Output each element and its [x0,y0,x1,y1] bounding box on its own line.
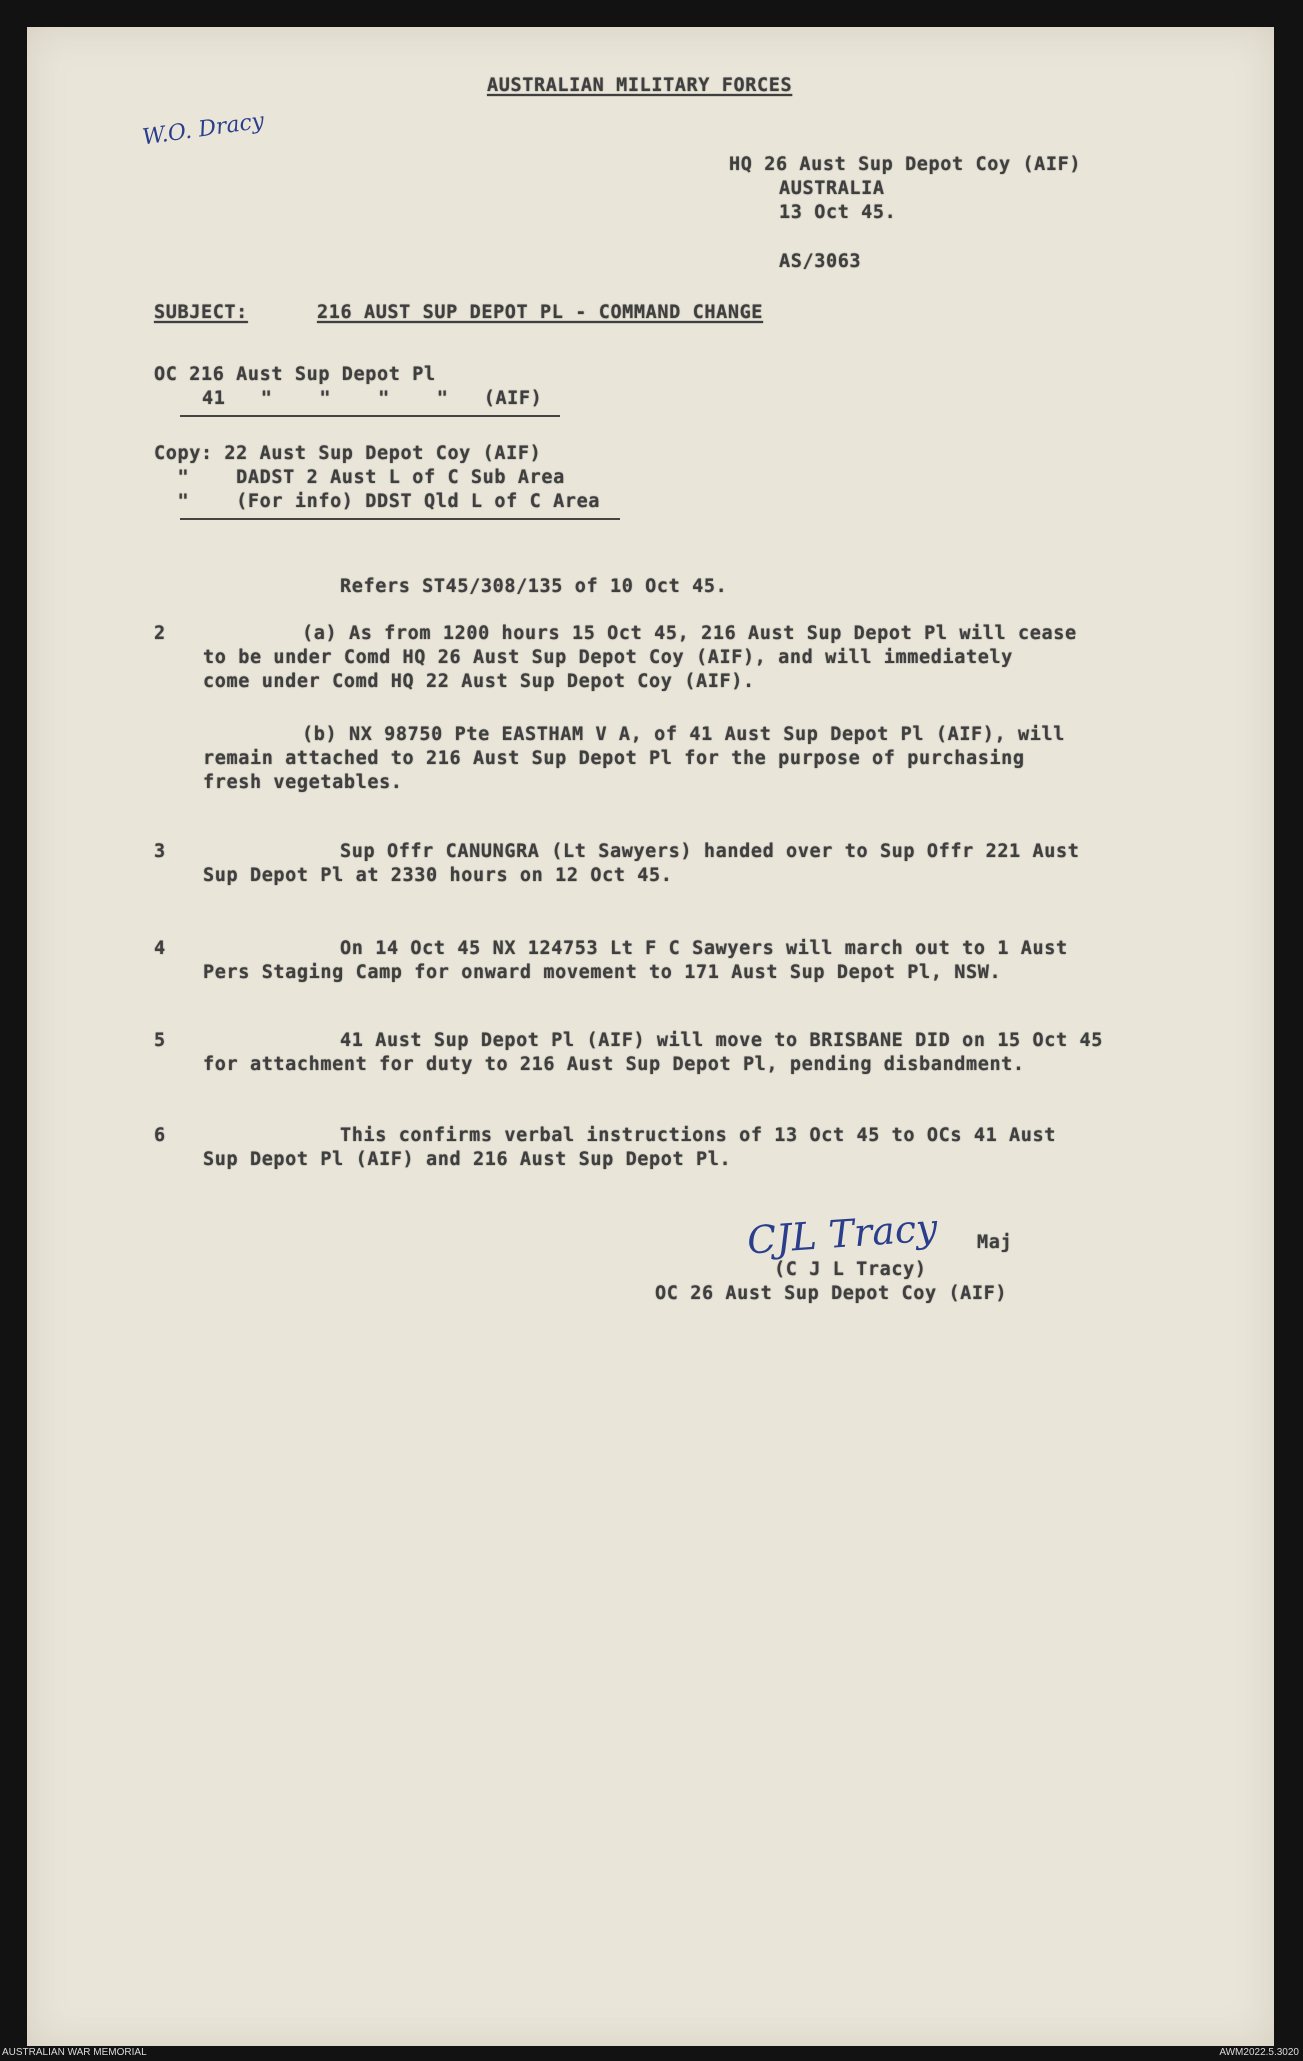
para-2a-line-2: to be under Comd HQ 26 Aust Sup Depot Coy (AIF), and will immediately [203,647,1013,668]
para-3-number: 3 [154,841,166,862]
reference-line: Refers ST45/308/135 of 10 Oct 45. [340,576,728,597]
para-4-number: 4 [154,938,166,959]
para-6-number: 6 [154,1125,166,1146]
para-4-line-1: On 14 Oct 45 NX 124753 Lt F C Sawyers will march out to 1 Aust [340,938,1068,959]
para-5-number: 5 [154,1030,166,1051]
para-2a-line-3: come under Comd HQ 22 Aust Sup Depot Coy (AIF). [203,671,755,692]
para-3-line-1: Sup Offr CANUNGRA (Lt Sawyers) handed over to Sup Offr 221 Aust [340,841,1080,862]
document-title: AUSTRALIAN MILITARY FORCES [487,75,793,96]
footer-left: AUSTRALIAN WAR MEMORIAL [2,2047,147,2058]
para-2b-line-1: (b) NX 98750 Pte EASTHAM V A, of 41 Aust Sup Depot Pl (AIF), will [302,724,1065,745]
copy-line-1: Copy: 22 Aust Sup Depot Coy (AIF) [154,443,542,464]
para-5-line-1: 41 Aust Sup Depot Pl (AIF) will move to BRISBANE DID on 15 Oct 45 [340,1030,1103,1051]
para-2a-line-1: (a) As from 1200 hours 15 Oct 45, 216 Aust Sup Depot Pl will cease [302,623,1077,644]
para-5-line-2: for attachment for duty to 216 Aust Sup Depot Pl, pending disbandment. [203,1054,1025,1075]
signatory-rank: Maj [977,1232,1013,1253]
handwritten-signature: CJL Tracy [745,1205,939,1263]
subject-text: 216 AUST SUP DEPOT PL - COMMAND CHANGE [317,302,764,323]
document-page [27,27,1274,2046]
para-2b-line-3: fresh vegetables. [203,772,403,793]
para-6-line-1: This confirms verbal instructions of 13 Oct 45 to OCs 41 Aust [340,1125,1057,1146]
recipient-line-1: OC 216 Aust Sup Depot Pl [154,364,436,385]
recipient-rule [180,415,560,417]
copy-line-2: " DADST 2 Aust L of C Sub Area [154,467,565,488]
handwritten-note: W.O. Dracy [140,108,266,151]
reference-number: AS/3063 [779,251,862,272]
signatory-position: OC 26 Aust Sup Depot Coy (AIF) [655,1283,1008,1304]
unit-address: HQ 26 Aust Sup Depot Coy (AIF) [729,154,1082,175]
para-2b-line-2: remain attached to 216 Aust Sup Depot Pl for the purpose of purchasing [203,748,1025,769]
para-3-line-2: Sup Depot Pl at 2330 hours on 12 Oct 45. [203,865,673,886]
signatory-name: (C J L Tracy) [774,1259,927,1280]
copy-line-3: " (For info) DDST Qld L of C Area [154,491,601,512]
letter-date: 13 Oct 45. [779,202,897,223]
address-country: AUSTRALIA [779,178,885,199]
para-2-number: 2 [154,623,166,644]
para-4-line-2: Pers Staging Camp for onward movement to 171 Aust Sup Depot Pl, NSW. [203,962,1002,983]
subject-label: SUBJECT: [154,302,248,323]
recipient-line-2: 41 " " " " (AIF) [202,388,543,409]
footer-right: AWM2022.5.3020 [1219,2047,1299,2058]
copy-rule [180,518,620,520]
para-6-line-2: Sup Depot Pl (AIF) and 216 Aust Sup Depot Pl. [203,1149,732,1170]
